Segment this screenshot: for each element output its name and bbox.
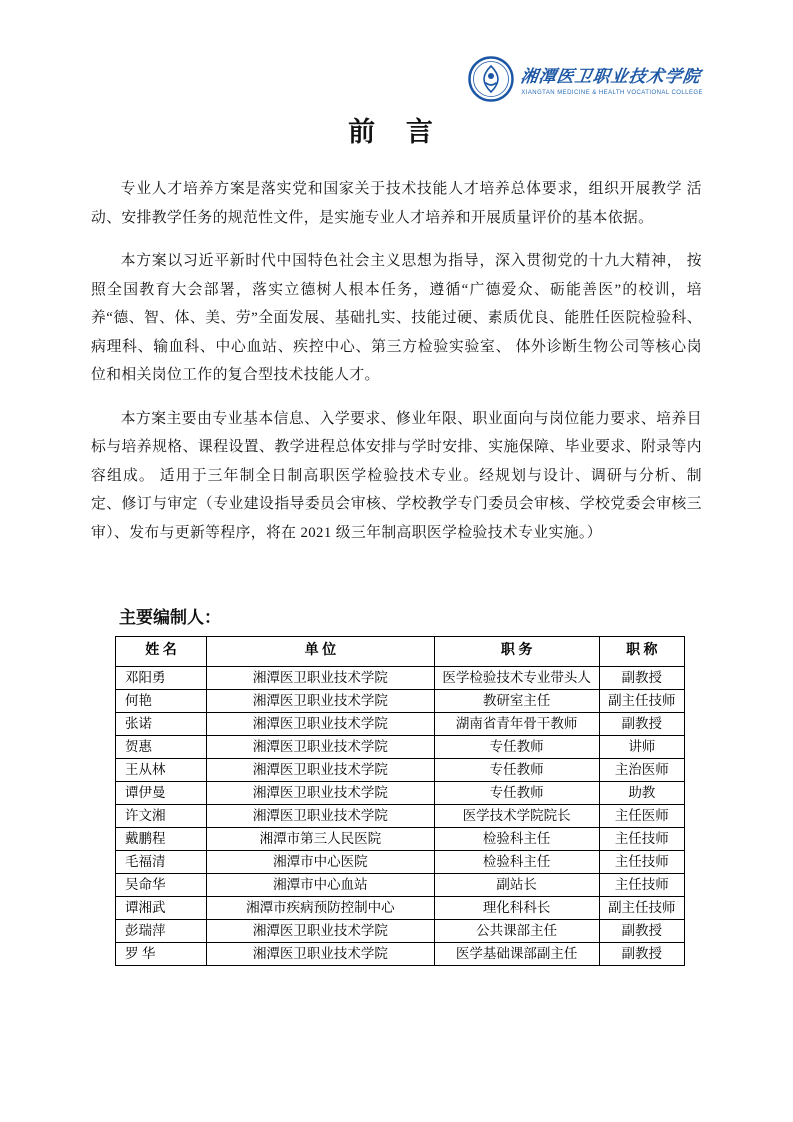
table-row (116, 828, 685, 851)
table-cell: 副教授 (599, 943, 684, 966)
editors-table (115, 636, 685, 966)
table-cell: 湘潭医卫职业技术学院 (207, 920, 435, 943)
table-cell: 公共课部主任 (434, 920, 599, 943)
table-cell: 湘潭市第三人民医院 (207, 828, 435, 851)
table-cell: 专任教师 (434, 759, 599, 782)
table-row (116, 920, 685, 943)
table-cell: 戴鹏程 (116, 828, 207, 851)
logo-text (521, 62, 703, 96)
table-row (116, 690, 685, 713)
editors-heading: 主要编制人： (119, 608, 221, 627)
table-cell: 湘潭市中心血站 (207, 874, 435, 897)
page-title: 前 言 (348, 117, 445, 147)
table-cell: 检验科主任 (434, 828, 599, 851)
table-cell: 湘潭医卫职业技术学院 (207, 736, 435, 759)
table-cell: 湘潭医卫职业技术学院 (207, 713, 435, 736)
table-row (116, 874, 685, 897)
table-cell: 王从林 (116, 759, 207, 782)
college-logo (468, 56, 703, 102)
table-cell: 主任技师 (599, 851, 684, 874)
paragraph-2: 本方案以习近平新时代中国特色社会主义思想为指导，深入贯彻党的十九大精神， 按照全国教育大会部署，落实立德树人根本任务，遵循“广德爱众、砺能善医”的校训，培养“德、智、体、美、劳”全面发展、基础扎实、技能过硬、素质优良、能胜任医院检验科、病理科、输血科、中心血站、疾控中心、第三方检验实验室、 体外诊断生物公司等核心岗位和相关岗位工作的复合型技术技能人才。 (91, 253, 702, 383)
table-row (116, 897, 685, 920)
table-cell: 专任教师 (434, 736, 599, 759)
table-cell: 副主任技师 (599, 897, 684, 920)
table-row (116, 805, 685, 828)
table-row (116, 943, 685, 966)
table-header-row (116, 637, 685, 667)
college-name-en: XIANGTAN MEDICINE & HEALTH VOCATIONAL COLLEGE (521, 90, 703, 96)
table-cell: 湘潭医卫职业技术学院 (207, 782, 435, 805)
table-cell: 贺惠 (116, 736, 207, 759)
table-cell: 医学基础课部副主任 (434, 943, 599, 966)
header-duty: 职 务 (434, 637, 599, 667)
table-cell: 助教 (599, 782, 684, 805)
table-cell: 副教授 (599, 713, 684, 736)
table-cell: 何艳 (116, 690, 207, 713)
table-cell: 邓阳勇 (116, 667, 207, 690)
table-cell: 谭湘武 (116, 897, 207, 920)
editors-table-head (116, 637, 685, 667)
table-cell: 张诺 (116, 713, 207, 736)
table-cell: 吴命华 (116, 874, 207, 897)
table-cell: 湘潭市中心医院 (207, 851, 435, 874)
table-cell: 讲师 (599, 736, 684, 759)
table-cell: 湘潭医卫职业技术学院 (207, 759, 435, 782)
table-cell: 副主任技师 (599, 690, 684, 713)
table-cell: 毛福清 (116, 851, 207, 874)
table-row (116, 736, 685, 759)
table-row (116, 851, 685, 874)
table-cell: 理化科科长 (434, 897, 599, 920)
table-cell: 医学技术学院院长 (434, 805, 599, 828)
table-cell: 主任医师 (599, 805, 684, 828)
header-rank: 职 称 (599, 637, 684, 667)
table-row (116, 759, 685, 782)
paragraph-3: 本方案主要由专业基本信息、入学要求、修业年限、职业面向与岗位能力要求、培养目标与培养规格、课程设置、教学进程总体安排与学时安排、实施保障、毕业要求、附录等内容组成。 适用于三年制全日制高职医学检验技术专业。经规划与设计、调研与分析、制定、修订与审定（专业建设指导委员会审核、学校教学专门委员会审核、学校党委会审核三审）、发布与更新等程序，将在 2021 级三年制高职医学检验技术专业实施。） (91, 410, 702, 541)
college-emblem-icon (468, 56, 514, 102)
paragraph-1: 专业人才培养方案是落实党和国家关于技术技能人才培养总体要求，组织开展教学 活动、安排教学任务的规范性文件，是实施专业人才培养和开展质量评价的基本依据。 (91, 181, 702, 226)
table-cell: 谭伊曼 (116, 782, 207, 805)
editors-table-body (116, 667, 685, 966)
table-cell: 湖南省青年骨干教师 (434, 713, 599, 736)
table-cell: 副站长 (434, 874, 599, 897)
table-cell: 许文湘 (116, 805, 207, 828)
header-unit: 单 位 (207, 637, 435, 667)
header-name: 姓 名 (116, 637, 207, 667)
table-cell: 教研室主任 (434, 690, 599, 713)
table-cell: 副教授 (599, 920, 684, 943)
table-row (116, 713, 685, 736)
table-cell: 专任教师 (434, 782, 599, 805)
table-cell: 湘潭医卫职业技术学院 (207, 943, 435, 966)
table-cell: 主治医师 (599, 759, 684, 782)
table-cell: 罗 华 (116, 943, 207, 966)
table-cell: 检验科主任 (434, 851, 599, 874)
body-text (0, 175, 793, 547)
table-row (116, 782, 685, 805)
table-cell: 湘潭医卫职业技术学院 (207, 667, 435, 690)
table-cell: 副教授 (599, 667, 684, 690)
table-cell: 彭瑞萍 (116, 920, 207, 943)
table-cell: 主任技师 (599, 828, 684, 851)
table-cell: 湘潭医卫职业技术学院 (207, 805, 435, 828)
table-cell: 医学检验技术专业带头人 (434, 667, 599, 690)
table-cell: 湘潭医卫职业技术学院 (207, 690, 435, 713)
table-cell: 主任技师 (599, 874, 684, 897)
table-row (116, 667, 685, 690)
college-name-cn: 湘潭医卫职业技术学院 (519, 67, 703, 87)
table-cell: 湘潭市疾病预防控制中心 (207, 897, 435, 920)
